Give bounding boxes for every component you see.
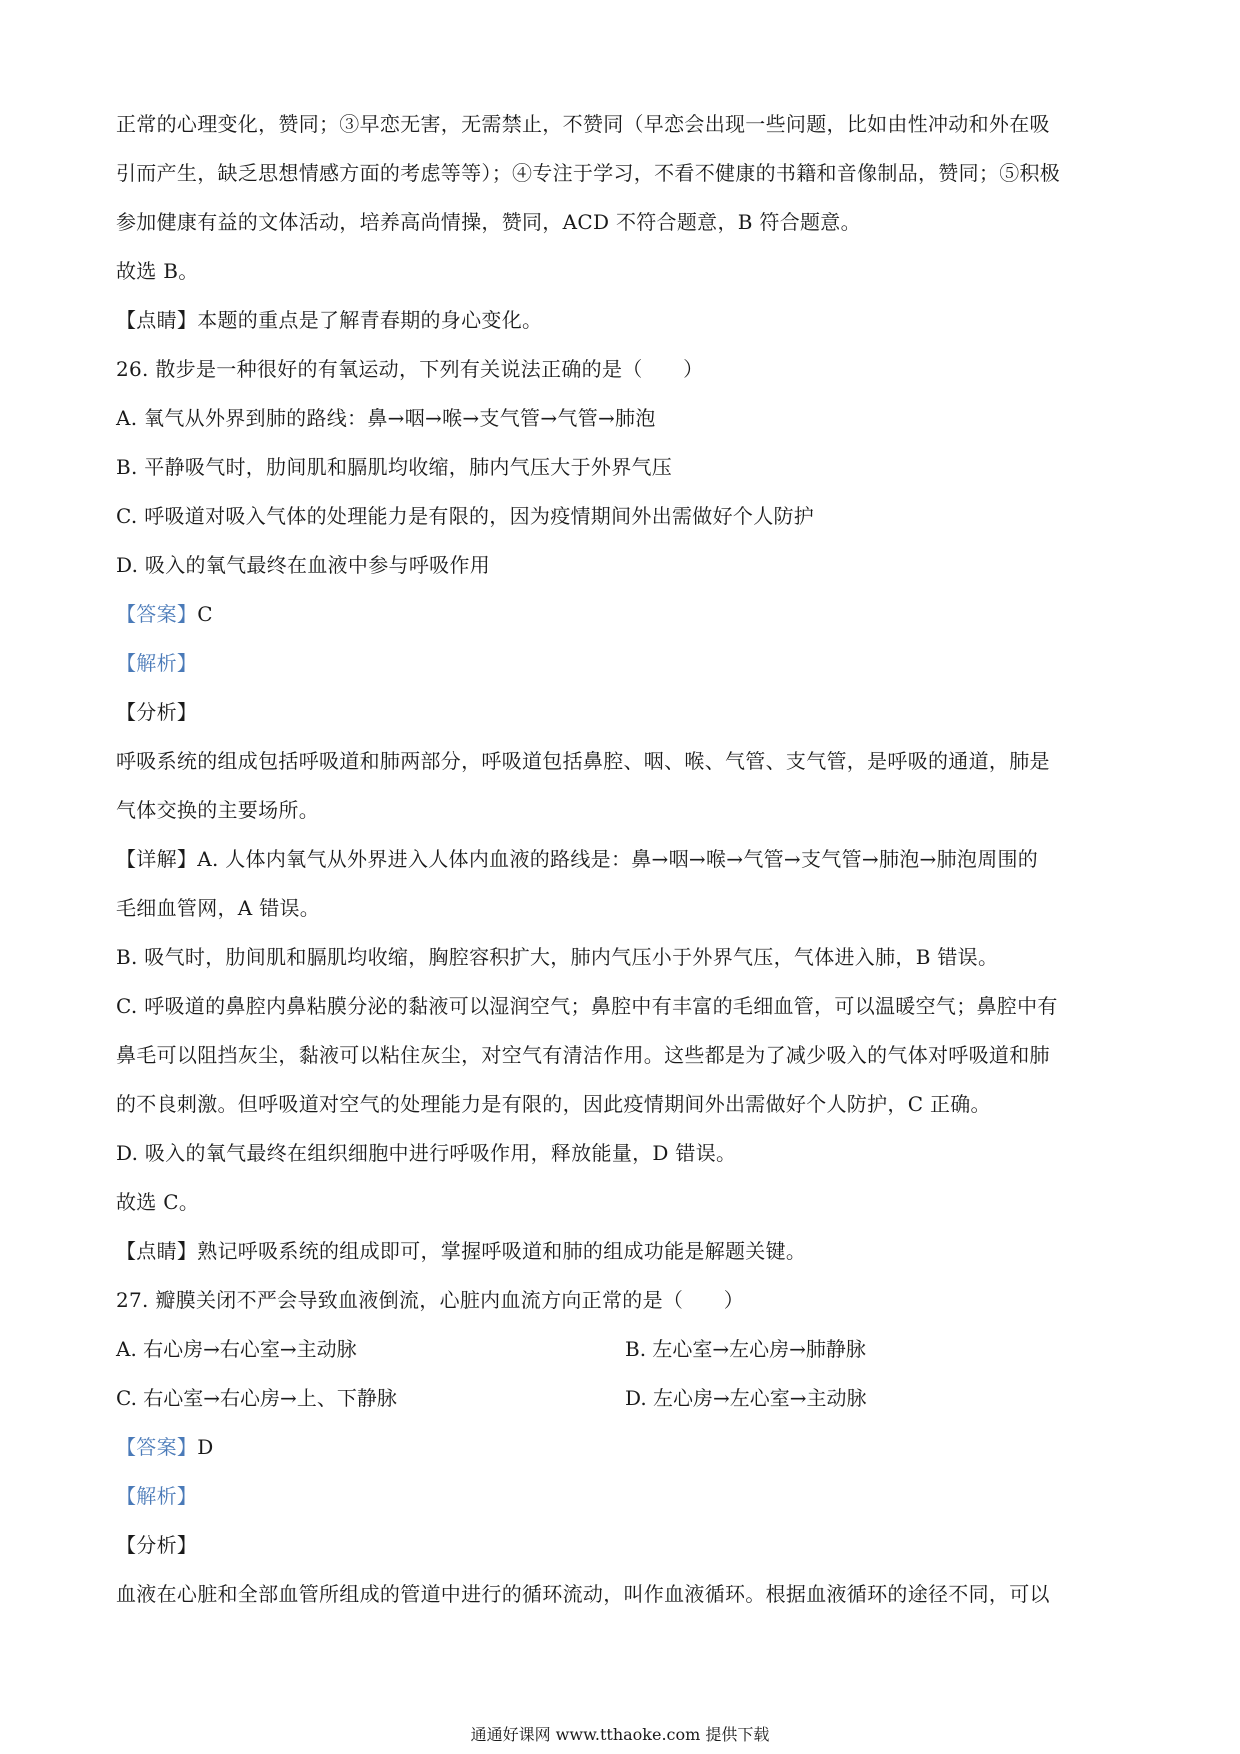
text-line: B. 吸气时，肋间肌和膈肌均收缩，胸腔容积扩大，肺内气压小于外界气压，气体进入肺，B 错误。 [116, 945, 999, 969]
text-line: 的不良刺激。但呼吸道对空气的处理能力是有限的，因此疫情期间外出需做好个人防护，C 正确。 [116, 1092, 991, 1116]
question-27-stem: 27. 瓣膜关闭不严会导致血液倒流，心脏内血流方向正常的是（ ） [116, 1288, 745, 1312]
question-26-stem: 26. 散步是一种很好的有氧运动，下列有关说法正确的是（ ） [116, 357, 704, 381]
footer-watermark: 通通好课网 www.tthaoke.com 提供下载 [470, 1725, 770, 1744]
option-d: D. 左心房→左心室→主动脉 [625, 1386, 867, 1410]
text-line: 【点睛】熟记呼吸系统的组成即可，掌握呼吸道和肺的组成功能是解题关键。 [116, 1239, 807, 1263]
text-line: 呼吸系统的组成包括呼吸道和肺两部分，呼吸道包括鼻腔、咽、喉、气管、支气管，是呼吸的通道，肺是 [116, 749, 1050, 773]
analysis-tag: 【解析】 [116, 1484, 198, 1508]
text-line: 故选 C。 [116, 1190, 200, 1214]
answer-value: C [197, 602, 213, 626]
options-row [116, 1325, 1134, 1374]
text-line: 参加健康有益的文体活动，培养高尚情操，赞同，ACD 不符合题意，B 符合题意。 [116, 210, 861, 234]
options-row [116, 1374, 1134, 1423]
option-b: B. 平静吸气时，肋间肌和膈肌均收缩，肺内气压大于外界气压 [116, 455, 673, 479]
option-c: C. 呼吸道对吸入气体的处理能力是有限的，因为疫情期间外出需做好个人防护 [116, 504, 815, 528]
text-line: C. 呼吸道的鼻腔内鼻粘膜分泌的黏液可以湿润空气；鼻腔中有丰富的毛细血管，可以温暖空气；鼻腔中有 [116, 994, 1058, 1018]
document-page [116, 100, 1134, 1619]
answer-line [116, 1423, 1134, 1472]
text-line: 正常的心理变化，赞同；③早恋无害，无需禁止，不赞同（早恋会出现一些问题，比如由性冲动和外在吸 [116, 112, 1050, 136]
text-line: D. 吸入的氧气最终在组织细胞中进行呼吸作用，释放能量，D 错误。 [116, 1141, 737, 1165]
fenxi-tag: 【分析】 [116, 1533, 198, 1557]
text-line: 引而产生，缺乏思想情感方面的考虑等等）；④专注于学习，不看不健康的书籍和音像制品，赞同；⑤积极 [116, 161, 1061, 185]
analysis-tag: 【解析】 [116, 651, 198, 675]
fenxi-tag: 【分析】 [116, 700, 198, 724]
text-line: 气体交换的主要场所。 [116, 798, 319, 822]
text-line: 毛细血管网，A 错误。 [116, 896, 321, 920]
answer-tag: 【答案】 [116, 1435, 198, 1459]
option-b: B. 左心室→左心房→肺静脉 [625, 1337, 866, 1361]
text-line: 【点睛】本题的重点是了解青春期的身心变化。 [116, 308, 543, 332]
option-a: A. 右心房→右心室→主动脉 [116, 1337, 357, 1361]
text-line: 鼻毛可以阻挡灰尘，黏液可以粘住灰尘，对空气有清洁作用。这些都是为了减少吸入的气体对呼吸道和肺 [116, 1043, 1050, 1067]
answer-value: D [197, 1435, 214, 1459]
option-c: C. 右心室→右心房→上、下静脉 [116, 1386, 397, 1410]
answer-line [116, 590, 1134, 639]
text-line: 故选 B。 [116, 259, 199, 283]
text-line: 血液在心脏和全部血管所组成的管道中进行的循环流动，叫作血液循环。根据血液循环的途径不同，可以 [116, 1582, 1050, 1606]
text-line: 【详解】A. 人体内氧气从外界进入人体内血液的路线是：鼻→咽→喉→气管→支气管→肺泡→肺泡周围的 [116, 847, 1039, 871]
option-d: D. 吸入的氧气最终在血液中参与呼吸作用 [116, 553, 491, 577]
option-a: A. 氧气从外界到肺的路线：鼻→咽→喉→支气管→气管→肺泡 [116, 406, 656, 430]
answer-tag: 【答案】 [116, 602, 198, 626]
